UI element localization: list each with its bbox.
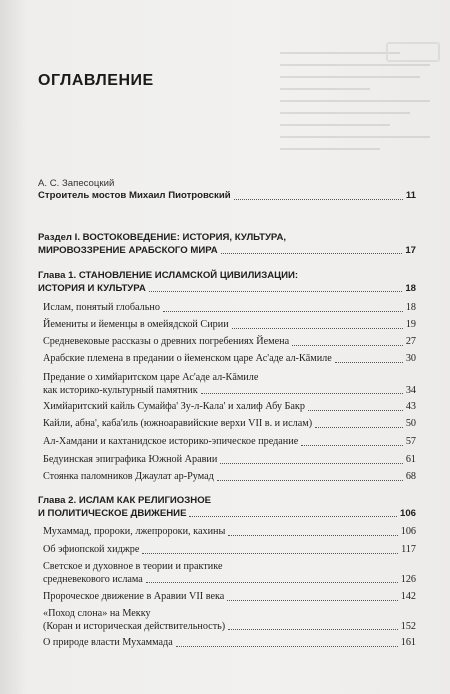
leader-dots [228, 629, 398, 630]
entry-title-line1: Раздел I. ВОСТОКОВЕДЕНИЕ: ИСТОРИЯ, КУЛЬТУРА, [38, 232, 287, 243]
entry-title: Бедуинская эпиграфика Южной Аравии [43, 454, 218, 465]
page-number: 161 [400, 637, 416, 648]
entry-title-line2: как историко-культурный памятник [43, 384, 198, 396]
toc-item[interactable] [38, 436, 416, 449]
entry-title-line2: ИСТОРИЯ И КУЛЬТУРА [38, 282, 146, 294]
author-name: А. С. Запесоцкий [38, 178, 115, 189]
entry-title-line1: Светское и духовное в теории и практике [43, 561, 223, 572]
leader-dots [315, 427, 403, 428]
entry-title-line2: МИРОВОЗЗРЕНИЕ АРАБСКОГО МИРА [38, 244, 218, 256]
toc-item[interactable] [38, 401, 416, 414]
entry-title: Средневековые рассказы о древних погребениях Йемена [43, 336, 290, 347]
entry-title: Строитель мостов Михаил Пиотровский [38, 190, 231, 201]
page-number: 126 [400, 573, 416, 585]
page-number: 43 [405, 401, 416, 412]
page-number: 68 [405, 471, 416, 482]
page-number: 106 [399, 507, 416, 519]
page-number: 27 [405, 336, 416, 347]
leader-dots [227, 600, 397, 601]
page-number: 18 [405, 282, 416, 294]
page-number: 30 [405, 353, 416, 364]
page-number: 34 [405, 384, 416, 396]
entry-title: Пророческое движение в Аравии VII века [43, 591, 225, 602]
toc-item[interactable] [38, 319, 416, 332]
leader-dots [234, 199, 403, 200]
leader-dots [220, 463, 402, 464]
toc-item[interactable] [38, 302, 416, 315]
entry-title: Стоянка паломников Джаулат ар-Румад [43, 471, 214, 482]
table-of-contents [38, 72, 416, 648]
toc-entry-chapter-1[interactable] [38, 270, 416, 295]
entry-title-line2: И ПОЛИТИЧЕСКОЕ ДВИЖЕНИЕ [38, 507, 187, 519]
bleed-logo [386, 42, 440, 62]
leader-dots [142, 553, 398, 554]
leader-dots [201, 393, 403, 394]
toc-item[interactable] [38, 637, 416, 650]
leader-dots [228, 535, 397, 536]
leader-dots [308, 410, 403, 411]
page-number: 117 [401, 544, 416, 555]
page-number: 142 [400, 591, 416, 602]
entry-title: Мухаммад, пророки, лжепророки, кахины [43, 526, 226, 537]
entry-title-line1: «Поход слона» на Мекку [43, 608, 151, 619]
page-number: 11 [405, 190, 416, 201]
page-number: 106 [400, 526, 416, 537]
page-number: 18 [405, 302, 416, 313]
entry-title-line2: средневекового ислама [43, 573, 143, 585]
entry-title: Йемениты и йеменцы в омейядской Сирии [43, 319, 229, 330]
page-number: 61 [405, 454, 416, 465]
toc-item[interactable] [38, 418, 416, 431]
toc-item[interactable] [38, 608, 416, 633]
entry-title: Арабские племена в предании о йеменском царе Ас'аде ал-Кāмиле [43, 353, 332, 364]
leader-dots [335, 362, 403, 363]
leader-dots [146, 582, 398, 583]
leader-dots [221, 253, 403, 254]
entry-title-line1: Глава 2. ИСЛАМ КАК РЕЛИГИОЗНОЕ [38, 495, 212, 506]
leader-dots [149, 291, 403, 292]
leader-dots [176, 646, 398, 647]
page-number: 17 [405, 244, 416, 256]
leader-dots [292, 345, 403, 346]
toc-item[interactable] [38, 336, 416, 349]
toc-entry-section-1[interactable] [38, 232, 416, 257]
entry-title: Об эфиопской хиджре [43, 544, 140, 555]
page-number: 152 [400, 620, 416, 632]
entry-title: Ал-Хамдани и кахтанидское историко-эпическое предание [43, 436, 299, 447]
entry-title: Химйаритский кайль Сумайфа' Зу-л-Кала' и халиф Абу Бакр [43, 401, 305, 412]
leader-dots [163, 311, 403, 312]
entry-title-line1: Глава 1. СТАНОВЛЕНИЕ ИСЛАМСКОЙ ЦИВИЛИЗАЦИИ: [38, 270, 299, 281]
toc-entry-intro[interactable] [38, 190, 416, 203]
leader-dots [232, 328, 403, 329]
page-number: 19 [405, 319, 416, 330]
toc-item[interactable] [38, 372, 416, 397]
entry-title: О природе власти Мухаммада [43, 637, 173, 648]
entry-title: Ислам, понятый глобально [43, 302, 160, 313]
entry-title-line2: (Коран и историческая действительность) [43, 620, 226, 632]
leader-dots [189, 516, 397, 517]
toc-item[interactable] [38, 471, 416, 484]
toc-item[interactable] [38, 353, 416, 366]
leader-dots [217, 480, 403, 481]
entry-title-line1: Предание о химйаритском царе Ас'аде ал-Кāмиле [43, 372, 259, 383]
page-title: ОГЛАВЛЕНИЕ [38, 72, 154, 89]
toc-item[interactable] [38, 591, 416, 604]
page-number: 57 [405, 436, 416, 447]
toc-item[interactable] [38, 526, 416, 539]
toc-item[interactable] [38, 454, 416, 467]
toc-item[interactable] [38, 544, 416, 557]
entry-title: Кайли, абна', каба'иль (южноаравийские верхи VII в. и ислам) [43, 418, 313, 429]
toc-entry-chapter-2[interactable] [38, 495, 416, 520]
toc-item[interactable] [38, 561, 416, 586]
leader-dots [301, 445, 403, 446]
page-number: 50 [405, 418, 416, 429]
